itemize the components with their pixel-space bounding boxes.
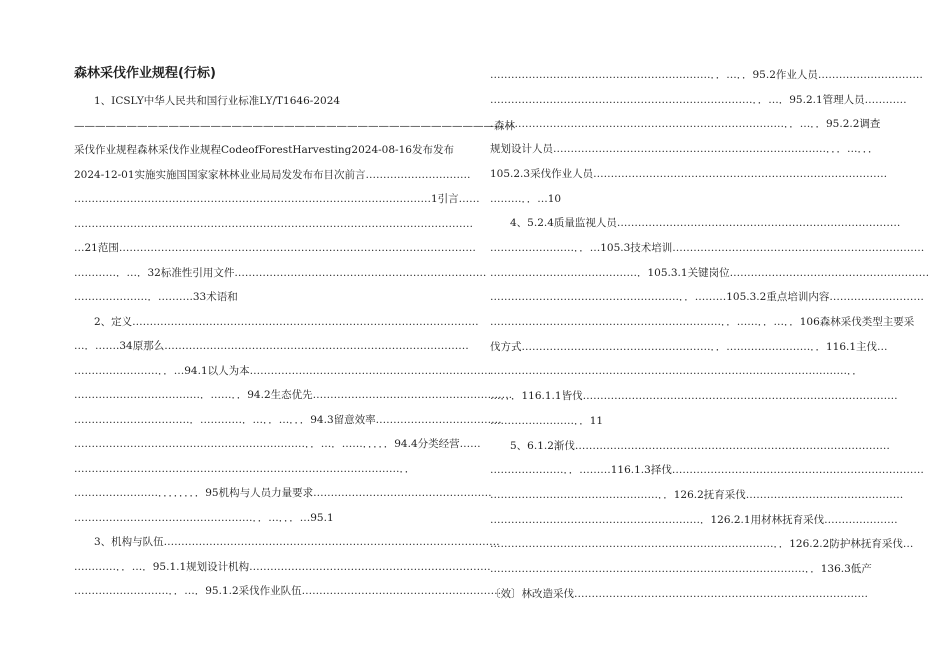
- right-column-line: …………………………………………………………．．……．．…．．106森林采伐类型主要采: [490, 316, 915, 328]
- left-column-line: …………．．…．95.1.1规划设计机构……………………………………………………………: [74, 560, 491, 573]
- right-column-line: ………………………………………………………………………………．．136.3低产: [490, 563, 872, 575]
- left-column-line: ————————————————————————————————————————森林: [74, 119, 515, 132]
- right-column-line: 规划设计人员……………………………………………………………………．．．…．．．: [490, 143, 879, 156]
- left-column-line: …………………………………………………………．．…．……．．．．．94.4分类经营……: [74, 438, 481, 450]
- left-column-line: …………………………………………………………………………………………1引言……: [74, 193, 480, 205]
- left-column-line: ………………………．．…．95.1.2采伐作业队伍…………………………………………………: [74, 585, 502, 597]
- left-column-line: …………．…．32标准性引用文件………………………………………………………………: [74, 266, 487, 279]
- left-column-line: 1、ICSLY中华人民共和国行业标准LY/T1646-2024: [94, 95, 341, 107]
- right-column-line: …………………．．………116.1.3择伐………………………………………………………………: [490, 464, 924, 477]
- left-column-line: …………………………………………………………………………………．．: [74, 462, 416, 475]
- left-column-line: …………………．……….33术语和: [74, 291, 238, 303]
- left-column-line: ………………………………．……．．94.2生态优先…………………………………………………: [74, 389, 513, 401]
- right-column-line: …………………………………………………………………．．…．95.2.1管理人员…………: [490, 93, 907, 106]
- document-title: 森林采伐作业规程(行标): [74, 66, 216, 81]
- right-column-line: ………………………………………………．．………105.3.2重点培训内容………………………: [490, 291, 924, 304]
- left-column-line: ……………………．．…94.1以人为本……………………………………………………………: [74, 364, 492, 377]
- left-column-line: 2、定义………………………………………………………………………………………: [94, 315, 479, 328]
- left-column-line: ……………………………………………………………………………………………………: [74, 217, 473, 230]
- right-column-line: 105.2.3采伐作业人员…………………………………………………………………………: [490, 167, 888, 180]
- right-column-line: ……………………．．…105.3技术培训………………………………………………………………: [490, 241, 925, 254]
- right-column-line: …．．．116.1.1皆伐………………………………………………………………………………: [490, 390, 898, 403]
- left-column-line: 3、机构与队伍……………………………………………………………………………………: [94, 536, 500, 548]
- left-column-line: …21范围…………………………………………………………………………………………: [74, 242, 476, 254]
- right-column-line: ……………………………………………………．126.2.1用材林抚育采伐…………………: [490, 513, 898, 526]
- left-column-line: ……………………………………………．．…．．．…95.1: [74, 511, 334, 524]
- left-column-line: 2024-12-01实施实施国国家家林林业业局局发发布布目次前言…………………………: [74, 168, 471, 181]
- left-column-line: 采伐作业规程森林采伐作业规程CodeofForestHarvesting2024-08-16发布发布: [74, 144, 454, 156]
- right-column-line: 5、6.1.2渐伐………………………………………………………………………………: [510, 439, 890, 452]
- right-column-line: ……………………………………．105.3.1关键岗位…………………………………………………: [490, 266, 930, 279]
- right-column-line: ………………………………………………………．．…．．95.2作业人员…………………………: [490, 69, 923, 81]
- right-column-line: 伐方式………………………………………………．．……………………．．116.1主伐…: [490, 340, 888, 353]
- right-column-line: ………………………………………………………………………．．126.2.2防护林抚育采伐…: [490, 538, 914, 551]
- right-column-line: …………………………………………．．126.2抚育采伐………………………………………: [490, 488, 904, 501]
- right-column-line: …………………………………………………………………………………………．．: [490, 365, 863, 378]
- right-column-line: …………………………………………………………………………．．…．．95.2.2调查: [490, 118, 881, 131]
- left-column-line: ……………………．．．．．．．．95机构与人员力量要求……………………………………………: [74, 487, 492, 499]
- right-column-line: 4、5.2.4质量监视人员………………………………………………………………………: [510, 217, 901, 230]
- right-column-line: 〔效〕林改造采伐…………………………………………………………………………: [490, 587, 868, 600]
- left-column-line: …．…….34原那么……………………………………………………………………………: [74, 340, 469, 352]
- right-column-line: ……………………．．11: [490, 414, 604, 427]
- left-column-line: ……………………………．…………．…．．…．．．94.3留意效率………………………………: [74, 413, 502, 426]
- right-column-line: ………．．…10: [490, 192, 562, 205]
